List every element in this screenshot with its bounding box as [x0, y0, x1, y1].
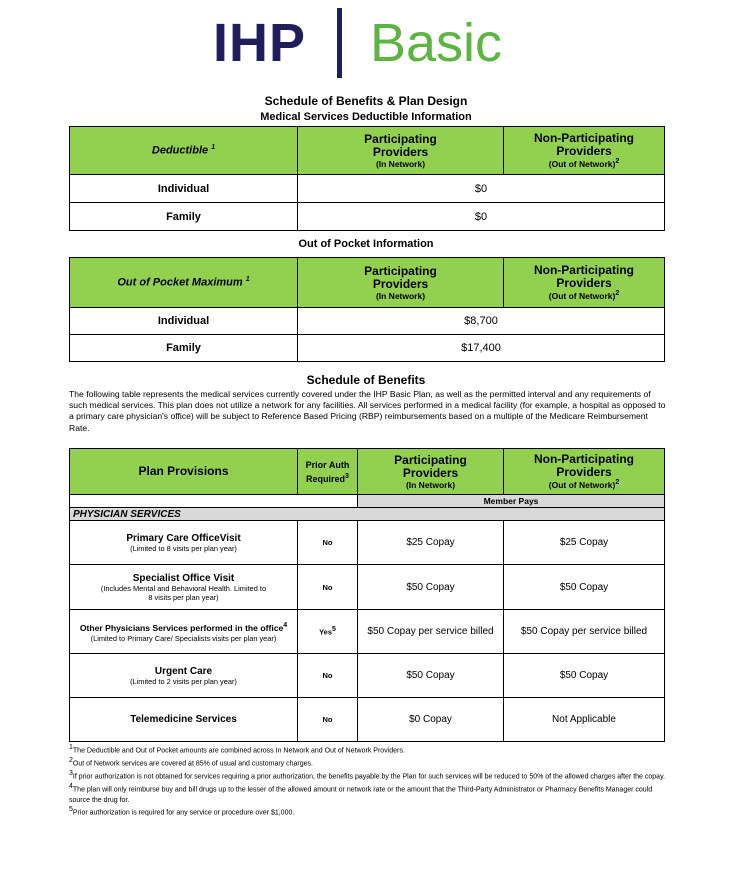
row-label: Individual	[70, 175, 298, 203]
logo-basic-text: Basic	[370, 13, 503, 73]
table-row	[70, 565, 665, 610]
out-network-value: $50 Copay	[504, 565, 665, 610]
row-value: $17,400	[298, 335, 665, 362]
prior-auth-header: Prior Auth Required$^3$	[298, 449, 358, 495]
logo-divider	[337, 8, 342, 78]
oop-out-network-header: Non-Participating Providers (Out of Network)$^2$	[504, 258, 665, 308]
footnotes	[69, 743, 669, 818]
table-row	[70, 335, 665, 362]
prior-auth-value: Yes$^5$	[298, 610, 358, 654]
deductible-header: Deductible $^1$	[70, 127, 298, 175]
footnote-4: $^4$The plan will only reimburse buy and bill drugs up to the lesser of the allowed amount or network rate or the amount that the Third-Party Administrator or Pharmacy Benefits Manager could source the drug for.	[69, 783, 653, 804]
in-network-header: Participating Providers (In Network)	[358, 449, 504, 495]
logo-ihp-text: IHP	[213, 13, 307, 73]
footnote-5: $^5$Prior authorization is required for any service or procedure over $1,000.	[69, 806, 295, 817]
out-network-value: $50 Copay per service billed	[504, 610, 665, 654]
in-network-value: $50 Copay per service billed	[358, 610, 504, 654]
prior-auth-value: No	[298, 698, 358, 742]
out-network-value: Not Applicable	[504, 698, 665, 742]
row-label: Family	[70, 203, 298, 231]
row-value: $0	[298, 175, 665, 203]
provision-cell: Other Physicians Services performed in the office$^4$ (Limited to Primary Care/ Specialists visits per plan year)	[70, 610, 298, 654]
in-network-value: $50 Copay	[358, 654, 504, 698]
table-row	[70, 175, 665, 203]
deductible-info-heading: Medical Services Deductible Information	[260, 111, 472, 123]
footnote-1: $^1$The Deductible and Out of Pocket amounts are combined across In Network and Out of Network Providers.	[69, 744, 405, 755]
row-value: $0	[298, 203, 665, 231]
oop-table	[69, 257, 665, 362]
deductible-out-network-header: Non-Participating Providers (Out of Network)$^2$	[504, 127, 665, 175]
intro-paragraph: The following table represents the medical services currently covered under the IHP Basic Plan, as well as the permitted interval and any requirements of such medical services. This plan does not utilize a network for any facilities. All services performed in a medical facility (for example, a hospital as opposed to a primary care physician's office) will be subject to Reference Based Pricing (RBP) reimbursements based on a multiple of the Medicare Reimbursement Rate.	[69, 389, 666, 433]
prior-auth-value: No	[298, 521, 358, 565]
out-network-value: $25 Copay	[504, 521, 665, 565]
row-label: Family	[70, 335, 298, 362]
deductible-table	[69, 126, 665, 231]
provision-cell: Urgent Care (Limited to 2 visits per plan year)	[70, 654, 298, 698]
row-value: $8,700	[298, 308, 665, 335]
table-row	[70, 203, 665, 231]
table-row	[70, 308, 665, 335]
provision-cell: Specialist Office Visit (Includes Mental and Behavioral Health. Limited to 8 visits per plan year)	[70, 565, 298, 610]
plan-provisions-header: Plan Provisions	[70, 449, 298, 495]
out-network-header: Non-Participating Providers (Out of Network)$^2$	[504, 449, 665, 495]
oop-in-network-header: Participating Providers (In Network)	[298, 258, 504, 308]
table-row	[70, 610, 665, 654]
footnote-2: $^2$Out of Network services are covered at 85% of usual and customary charges.	[69, 757, 313, 768]
footnote-3: $^3$If prior authorization is not obtained for services requiring a prior authorization, the benefits payable by the Plan for such services will be reduced to 50% of the allowed charges after the copay.	[69, 770, 665, 781]
in-network-value: $25 Copay	[358, 521, 504, 565]
prior-auth-value: No	[298, 654, 358, 698]
in-network-value: $0 Copay	[358, 698, 504, 742]
provision-cell: Telemedicine Services	[70, 698, 298, 742]
benefits-table	[69, 448, 665, 742]
in-network-value: $50 Copay	[358, 565, 504, 610]
member-pays-label: Member Pays	[358, 495, 665, 508]
table-row	[70, 521, 665, 565]
schedule-plan-heading: Schedule of Benefits & Plan Design	[264, 94, 468, 108]
out-network-value: $50 Copay	[504, 654, 665, 698]
row-label: Individual	[70, 308, 298, 335]
table-row	[70, 698, 665, 742]
prior-auth-value: No	[298, 565, 358, 610]
oop-header: Out of Pocket Maximum $^1$	[70, 258, 298, 308]
oop-info-heading: Out of Pocket Information	[298, 238, 434, 250]
table-row	[70, 654, 665, 698]
physician-services-section: PHYSICIAN SERVICES	[70, 508, 665, 521]
schedule-heading: Schedule of Benefits	[306, 373, 426, 387]
provision-cell: Primary Care OfficeVisit (Limited to 8 visits per plan year)	[70, 521, 298, 565]
deductible-in-network-header: Participating Providers (In Network)	[298, 127, 504, 175]
ihp-basic-logo	[0, 8, 732, 80]
